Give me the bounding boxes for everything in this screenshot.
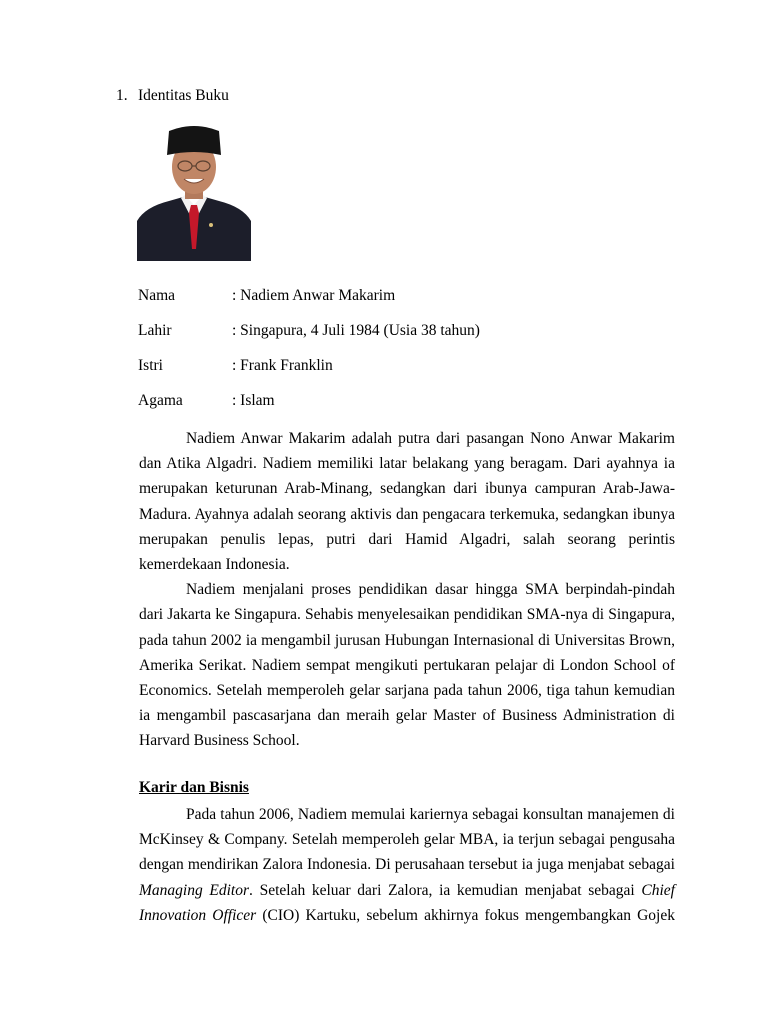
identity-label: Agama [138, 392, 183, 409]
heading-title: Identitas Buku [138, 87, 229, 104]
career-text-part: . Setelah keluar dari Zalora, ia kemudian menjabat sebagai [249, 881, 642, 899]
identity-value: : Nadiem Anwar Makarim [232, 287, 396, 304]
section-title-career: Karir dan Bisnis [139, 779, 249, 796]
identity-value: : Islam [232, 392, 275, 409]
paragraph-education: Nadiem menjalani proses pendidikan dasar hingga SMA berpindah-pindah dari Jakarta ke Singapura. Sehabis menyelesaikan pendidikan SMA-nya di Singapura, pada tahun 2002 ia mengambil jurusan Hubungan Internasional di Universitas Brown, Amerika Serikat. Nadiem sempat mengikuti pertukaran pelajar di London School of Economics. Setelah memperoleh gelar sarjana pada tahun 2006, tiga tahun kemudian ia mengambil pascasarjana dan meraih gelar Master of Business Administration di Harvard Business School. [139, 581, 675, 750]
section-heading [116, 86, 229, 106]
biography-text [139, 426, 675, 754]
identity-label: Lahir [138, 322, 172, 339]
career-text [139, 802, 675, 928]
identity-label: Istri [138, 357, 163, 374]
identity-row-spouse [138, 356, 480, 391]
paragraph-career [139, 802, 675, 928]
identity-value: : Singapura, 4 Juli 1984 (Usia 38 tahun) [232, 322, 480, 339]
paragraph-family: Nadiem Anwar Makarim adalah putra dari pasangan Nono Anwar Makarim dan Atika Algadri. Nadiem memiliki latar belakang yang beragam. Dari ayahnya ia merupakan keturunan Arab-Minang, sedangkan dari ibunya campuran Arab-Jawa-Madura. Ayahnya adalah seorang aktivis dan pengacara terkemuka, sedangkan ibunya merupakan penulis lepas, putri dari Hamid Algadri, salah seorang perintis kemerdekaan Indonesia. [139, 430, 675, 574]
identity-row-religion [138, 391, 480, 426]
identity-value: : Frank Franklin [232, 357, 333, 374]
heading-number: 1. [116, 87, 128, 104]
portrait-photo [137, 121, 251, 261]
portrait-illustration [137, 121, 251, 261]
career-text-part: Pada tahun 2006, Nadiem memulai kariernya sebagai konsultan manajemen di McKinsey & Company. Setelah memperoleh gelar MBA, ia terjun sebagai pengusaha dengan mendirikan Zalora Indonesia. Di perusahaan tersebut ia juga menjabat sebagai [139, 806, 675, 874]
identity-table [138, 286, 480, 426]
identity-label: Nama [138, 287, 176, 304]
career-emphasis: Managing Editor [139, 881, 250, 899]
identity-row-name [138, 286, 480, 321]
career-text-part: (CIO) Kartuku, sebelum akhirnya fokus mengembangkan Gojek [256, 906, 675, 924]
identity-row-birth [138, 321, 480, 356]
career-emphasis: Chief Innovation Officer [139, 881, 675, 924]
